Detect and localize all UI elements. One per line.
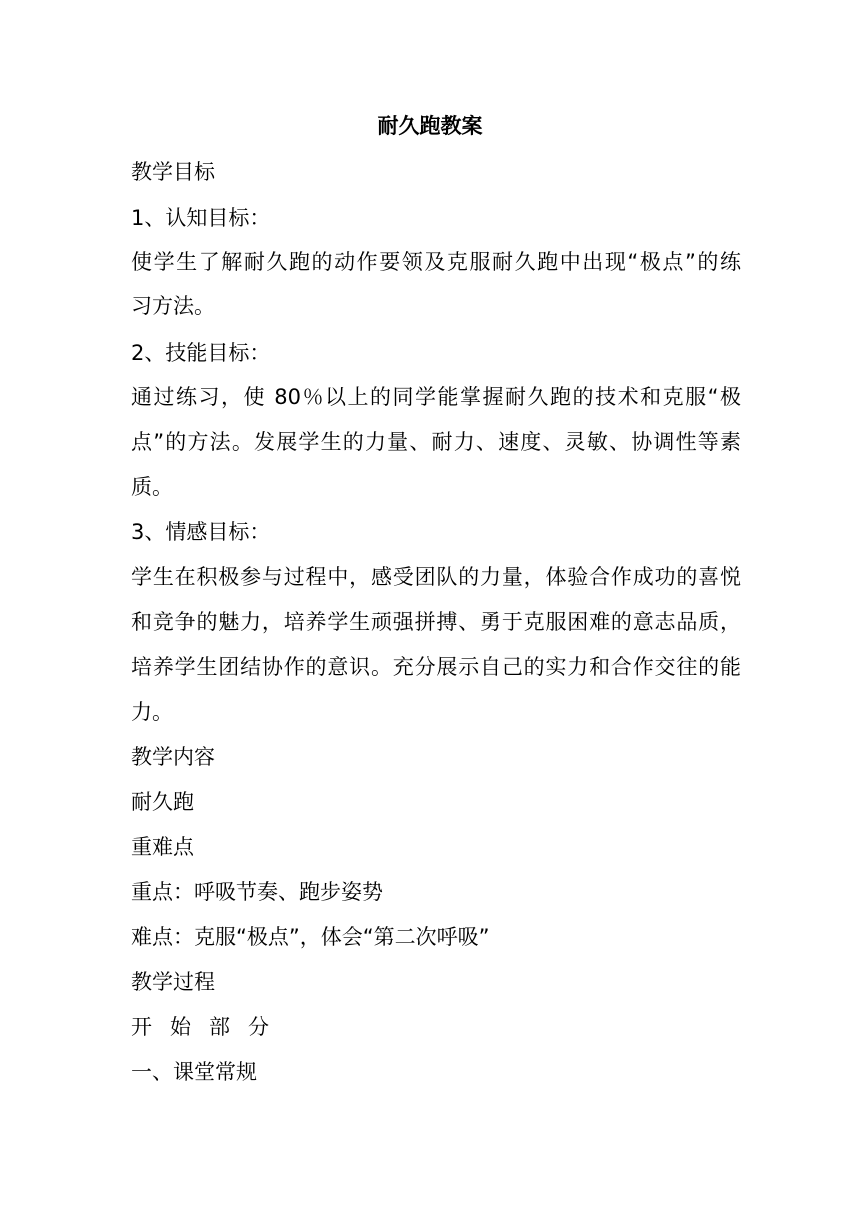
- heading-teaching-content: 教学内容: [131, 745, 215, 769]
- content-text: 耐久跑: [131, 790, 194, 814]
- heading-key-difficult-points: 重难点: [131, 835, 194, 859]
- paragraph-line: 培养学生团结协作的意识。充分展示自己的实力和合作交往的能: [131, 655, 741, 679]
- paragraph-line: 通过练习，使 80％以上的同学能掌握耐久跑的技术和克服“极: [131, 385, 741, 409]
- paragraph-line: 力。: [131, 700, 173, 724]
- section-opening-part: 开始部分: [131, 1015, 287, 1039]
- subheading-skill-goal: 2、技能目标：: [131, 341, 271, 365]
- paragraph-line: 和竞争的魅力，培养学生顽强拼搏、勇于克服困难的意志品质，: [131, 610, 741, 634]
- subheading-emotional-goal: 3、情感目标：: [131, 520, 271, 544]
- subheading-cognitive-goal: 1、认知目标：: [131, 206, 271, 230]
- difficult-point-text: 难点：克服“极点”，体会“第二次呼吸”: [131, 925, 490, 949]
- paragraph-line: 使学生了解耐久跑的动作要领及克服耐久跑中出现“极点”的练: [131, 250, 741, 274]
- paragraph-line: 习方法。: [131, 294, 215, 318]
- subsection-class-routine: 一、课堂常规: [131, 1060, 257, 1084]
- document-title: 耐久跑教案: [377, 114, 483, 138]
- heading-teaching-goals: 教学目标: [131, 160, 215, 184]
- paragraph-line: 点”的方法。发展学生的力量、耐力、速度、灵敏、协调性等素: [131, 430, 741, 454]
- paragraph-line: 学生在积极参与过程中，感受团队的力量，体验合作成功的喜悦: [131, 565, 741, 589]
- key-point-text: 重点：呼吸节奏、跑步姿势: [131, 880, 383, 904]
- heading-teaching-process: 教学过程: [131, 970, 215, 994]
- paragraph-line: 质。: [131, 475, 173, 499]
